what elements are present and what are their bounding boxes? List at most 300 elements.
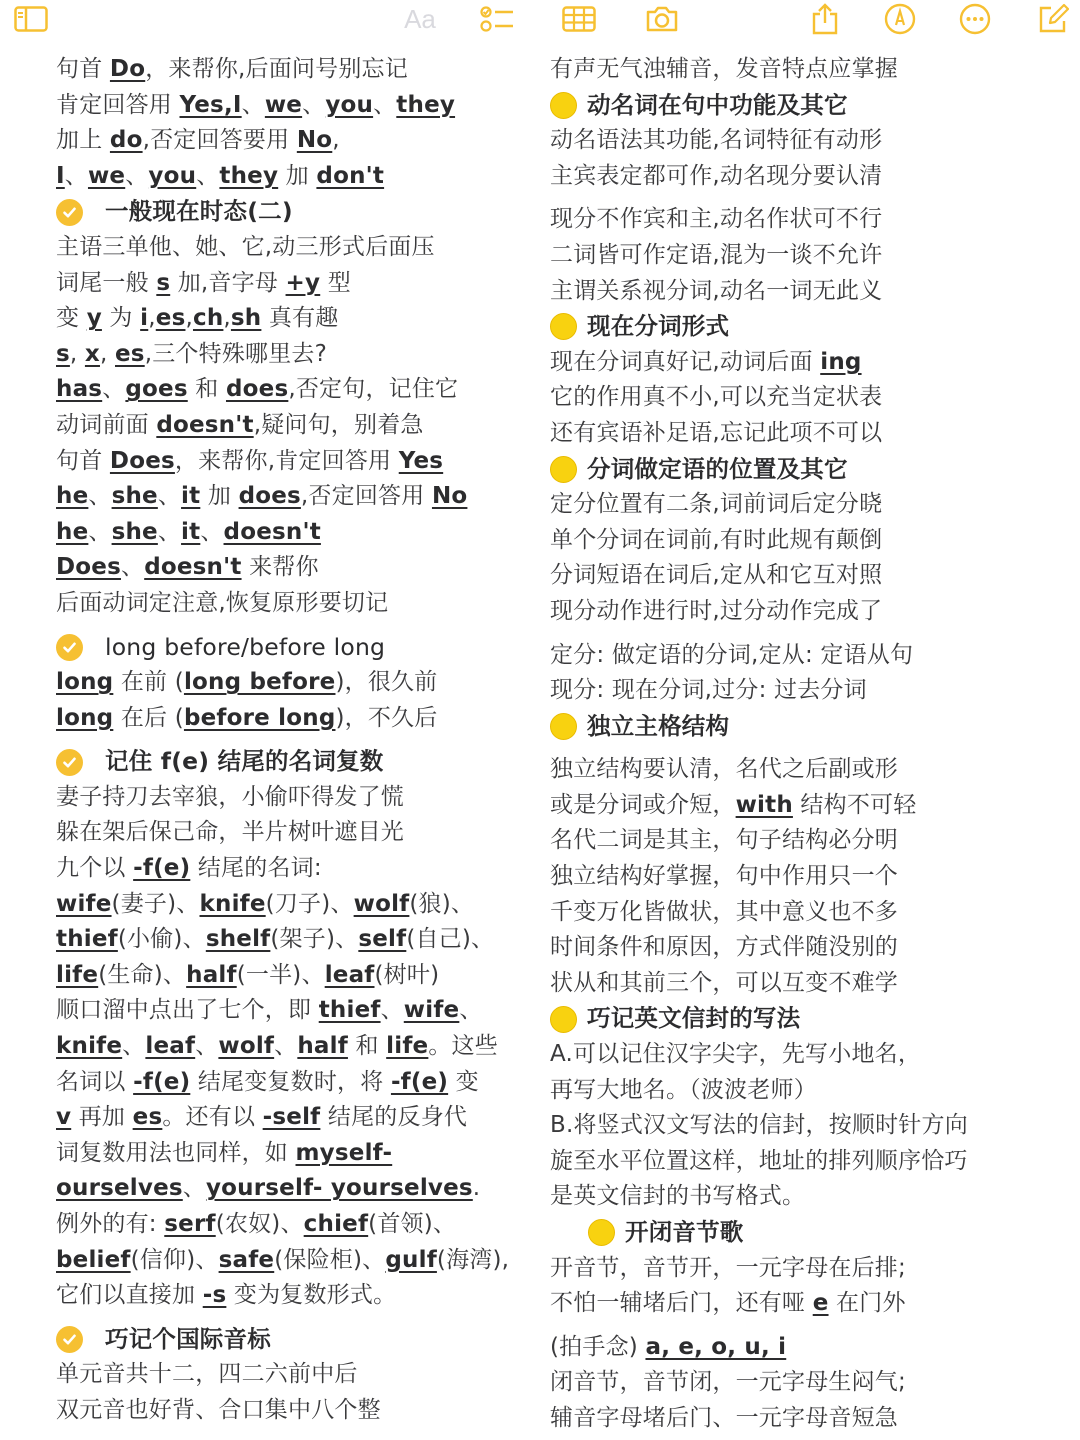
- note-text: 、: [380, 997, 404, 1024]
- note-text: (生命)、: [98, 961, 187, 988]
- underlined-keyword: goes: [125, 376, 188, 403]
- markup-pen-icon[interactable]: [883, 4, 917, 34]
- note-text: (树叶): [374, 961, 440, 988]
- note-line: [56, 665, 526, 701]
- note-text: 双元音也好背、合口集中八个整: [56, 1396, 381, 1423]
- note-text: 和: [187, 376, 226, 403]
- note-text: 、: [274, 1033, 298, 1060]
- note-line: [550, 752, 1070, 788]
- note-text: 名代二词是其主，句子结构必分明: [550, 827, 898, 854]
- underlined-keyword: -f(e): [133, 1068, 191, 1095]
- note-text: 再加: [71, 1104, 133, 1131]
- section-heading: [550, 309, 1070, 345]
- note-text: 现分: 现在分词,过分: 过去分词: [550, 677, 867, 704]
- note-line: [550, 1108, 1070, 1144]
- note-line: [56, 851, 526, 887]
- note-text: 还有宾语补足语,忘记此项不可以: [550, 419, 883, 446]
- note-text: 变: [448, 1068, 479, 1095]
- note-text: 变: [56, 305, 87, 332]
- note-line: [56, 550, 526, 586]
- note-text: 句首: [56, 56, 110, 82]
- note-line: [550, 1037, 1070, 1073]
- underlined-keyword: you: [325, 91, 374, 118]
- note-text: 来帮你: [241, 554, 319, 581]
- underlined-keyword: before long: [183, 704, 336, 731]
- note-line: [550, 895, 1070, 931]
- note-text: 在门外: [828, 1290, 906, 1317]
- note-text: 、: [459, 997, 483, 1024]
- note-text: 单元音共十二，四二六前中后: [56, 1361, 358, 1388]
- note-text: 旋至水平位置这样，地址的排列顺序恰巧: [550, 1147, 968, 1174]
- note-text: )，很久前: [335, 669, 438, 696]
- note-text: 后面动词定注意,恢复原形要切记: [56, 589, 389, 616]
- note-text: ,: [69, 340, 85, 367]
- underlined-keyword: she: [111, 518, 158, 545]
- note-text: 单个分词在词前,有时此规有颠倒: [550, 526, 883, 553]
- underlined-keyword: don't: [316, 162, 385, 189]
- underlined-keyword: es: [115, 340, 145, 367]
- note-line: [550, 673, 1070, 709]
- underlined-keyword: she: [111, 483, 158, 510]
- checkmark-icon: [56, 749, 83, 776]
- underlined-keyword: es: [132, 1104, 163, 1131]
- note-text: 、: [196, 162, 220, 189]
- underlined-keyword: x: [84, 340, 100, 367]
- underlined-keyword: ourselves: [56, 1175, 183, 1202]
- note-text: (自己)、: [406, 926, 495, 953]
- note-line: [56, 1029, 526, 1065]
- note-text: 、: [125, 162, 149, 189]
- note-text: ,: [99, 340, 115, 367]
- underlined-keyword: long: [56, 704, 114, 731]
- note-line: [550, 1179, 1070, 1215]
- note-text: ,疑问句，别着急: [253, 411, 424, 438]
- note-text: ,否定句，记住它: [288, 376, 459, 403]
- note-line: [56, 1171, 526, 1207]
- yellow-circle-icon: [550, 1006, 577, 1033]
- underlined-keyword: safe: [218, 1246, 275, 1273]
- checkmark-icon: [56, 1326, 83, 1353]
- underlined-keyword: s: [156, 269, 171, 296]
- note-text: ,否定回答要用: [142, 127, 297, 154]
- underlined-keyword: Does: [109, 447, 175, 474]
- yellow-circle-icon: [588, 1219, 615, 1246]
- note-text: 、: [182, 1175, 206, 1202]
- note-text: ,: [223, 305, 231, 332]
- note-line: [550, 487, 1070, 523]
- note-text: 、: [88, 518, 112, 545]
- note-text: 再写大地名。（波波老师）: [550, 1076, 817, 1103]
- note-text: B.将竖式汉文写法的信封，按顺时针方向: [550, 1112, 968, 1139]
- note-text: 结尾的反身代: [320, 1104, 468, 1131]
- underlined-keyword: life: [56, 961, 99, 988]
- checkmark-icon: [56, 634, 83, 661]
- note-text: 。还有以: [162, 1104, 263, 1131]
- section-heading-text: long before/before long: [105, 632, 386, 661]
- note-text: 现在分词真好记,动词后面: [550, 348, 821, 375]
- note-text: ,: [185, 305, 193, 332]
- underlined-keyword: a, e, o, u, i: [645, 1333, 787, 1360]
- note-text: 状从和其前三个，可以互变不难学: [550, 969, 898, 996]
- section-heading-text: 记住 f(e) 结尾的名词复数: [105, 747, 384, 776]
- underlined-keyword: you: [148, 162, 197, 189]
- yellow-circle-icon: [550, 713, 577, 740]
- underlined-keyword: wife: [403, 997, 460, 1024]
- note-text: (首领)、: [368, 1211, 457, 1237]
- note-line: [56, 958, 526, 994]
- note-line: [550, 416, 1070, 452]
- note-text: 它们以直接加: [56, 1282, 203, 1309]
- note-text: (信仰)、: [130, 1246, 219, 1273]
- underlined-keyword: gulf: [385, 1246, 437, 1273]
- section-heading: [56, 194, 526, 230]
- note-text: 定分: 做定语的分词,定从: 定语从句: [550, 641, 914, 668]
- note-text: ,: [148, 305, 156, 332]
- note-text: 、: [195, 1033, 219, 1060]
- note-text: 独立结构要认清，名代之后副或形: [550, 756, 898, 783]
- note-line: [550, 823, 1070, 859]
- underlined-keyword: he: [56, 518, 89, 545]
- section-heading: [550, 452, 1070, 488]
- section-heading-text: 现在分词形式: [587, 312, 730, 341]
- underlined-keyword: thief: [56, 926, 118, 953]
- note-line: [56, 266, 526, 302]
- underlined-keyword: doesn't: [144, 554, 242, 581]
- note-text: (一半)、: [236, 961, 325, 988]
- note-text: 词尾一般: [56, 269, 157, 296]
- underlined-keyword: knife: [56, 1033, 123, 1060]
- note-text: (刀子)、: [265, 890, 354, 917]
- note-line: [56, 1357, 526, 1393]
- section-heading: [56, 630, 526, 666]
- note-text: ，来帮你,肯定回答用: [174, 447, 399, 474]
- underlined-keyword: belief: [56, 1246, 131, 1273]
- note-text: 结尾的名词:: [190, 855, 322, 882]
- underlined-keyword: half: [297, 1033, 348, 1060]
- note-line: [550, 345, 1070, 381]
- note-line: [56, 922, 526, 958]
- note-line: [550, 1251, 1070, 1287]
- note-line: [56, 887, 526, 923]
- underlined-keyword: they: [396, 91, 456, 118]
- section-heading-text: 一般现在时态(二): [105, 197, 293, 226]
- note-line: [550, 1144, 1070, 1180]
- note-text: 、: [120, 554, 145, 581]
- note-line: [56, 993, 526, 1029]
- note-line: [550, 380, 1070, 416]
- underlined-keyword: Does: [56, 554, 121, 581]
- note-text: 例外的有:: [56, 1211, 165, 1237]
- underlined-keyword: serf: [164, 1211, 216, 1237]
- underlined-keyword: No: [296, 127, 333, 154]
- note-text: 现分不作宾和主,动名作状可不行: [550, 206, 883, 233]
- note-line: [550, 523, 1070, 559]
- note-text: 、: [88, 483, 112, 510]
- note-text: 结尾变复数时，将: [190, 1068, 391, 1095]
- note-text: 加: [200, 483, 239, 510]
- note-line: [550, 1365, 1070, 1401]
- underlined-keyword: e: [812, 1290, 829, 1317]
- note-line: [56, 123, 526, 159]
- note-line: [56, 515, 526, 551]
- note-line: [56, 301, 526, 337]
- note-line: [550, 238, 1070, 274]
- note-text: 为: [101, 305, 141, 332]
- note-text: 在前 (: [113, 669, 184, 696]
- note-text: 加,音字母: [170, 269, 286, 296]
- underlined-keyword: with: [735, 791, 793, 818]
- note-text: 是英文信封的书写格式。: [550, 1183, 806, 1210]
- note-text: 加上: [56, 127, 110, 154]
- underlined-keyword: he: [56, 483, 89, 510]
- underlined-keyword: shelf: [205, 926, 271, 953]
- more-icon[interactable]: [958, 4, 992, 34]
- underlined-keyword: does: [225, 376, 289, 403]
- underlined-keyword: doesn't: [156, 411, 254, 438]
- note-text: 躲在架后保己命，半片树叶遮目光: [56, 819, 404, 846]
- underlined-keyword: do: [109, 127, 143, 154]
- format-text-icon[interactable]: Aa: [404, 3, 436, 34]
- note-line: [56, 88, 526, 124]
- note-text: 动词前面: [56, 411, 157, 438]
- note-text: 、: [122, 1033, 146, 1060]
- note-line: [56, 815, 526, 851]
- note-text: (妻子)、: [111, 890, 200, 917]
- underlined-keyword: -s: [202, 1282, 227, 1309]
- underlined-keyword: it: [181, 518, 201, 545]
- note-text: 定分位置有二条,词前词后定分晓: [550, 491, 883, 518]
- underlined-keyword: -f(e): [390, 1068, 449, 1095]
- note-line: [56, 408, 526, 444]
- note-text: 、: [200, 518, 224, 545]
- note-text: (狼)、: [409, 890, 475, 917]
- note-text: 动名语法其功能,名词特征有动形: [550, 127, 883, 154]
- section-heading-text: 动名词在句中功能及其它: [587, 90, 848, 119]
- note-line: [550, 159, 1070, 195]
- section-heading-text: 独立主格结构: [587, 711, 730, 740]
- note-text: 千变万化皆做状，其中意义也不多: [550, 898, 898, 925]
- note-text: 句首: [56, 447, 110, 474]
- underlined-keyword: I: [56, 162, 65, 189]
- note-text: 现分动作进行时,过分动作完成了: [550, 597, 883, 624]
- note-text: 主语三单他、她、它,动三形式后面压: [56, 233, 435, 260]
- underlined-keyword: wife: [56, 890, 112, 917]
- note-text: 词复数用法也同样，如: [56, 1139, 296, 1166]
- note-line: [56, 1278, 526, 1314]
- note-line: [56, 1243, 526, 1279]
- note-text: 、: [157, 518, 182, 545]
- note-text: (小偷)、: [117, 926, 206, 953]
- underlined-keyword: Do: [109, 56, 146, 82]
- note-text: ,三个特殊哪里去?: [144, 340, 328, 367]
- note-text: 主谓关系视分词,动名一词无此义: [550, 277, 883, 304]
- share-icon[interactable]: [808, 4, 842, 34]
- note-text: 顺口溜中点出了七个，即: [56, 997, 319, 1024]
- section-heading-text: 开闭音节歌: [625, 1218, 744, 1246]
- section-heading-text: 分词做定语的位置及其它: [587, 454, 848, 483]
- yellow-circle-icon: [550, 313, 577, 340]
- note-text: 分词短语在词后,定从和它互对照: [550, 562, 883, 589]
- underlined-keyword: does: [238, 483, 301, 510]
- note-text: 。这些: [428, 1033, 498, 1060]
- underlined-keyword: v: [56, 1104, 72, 1131]
- underlined-keyword: leaf: [145, 1033, 196, 1060]
- underlined-keyword: long before: [183, 669, 336, 696]
- note-line: [550, 594, 1070, 630]
- note-text: 真有趣: [261, 305, 339, 332]
- yellow-circle-icon: [550, 456, 577, 483]
- note-text: (农奴)、: [215, 1211, 304, 1237]
- note-text: 有声无气浊辅音，发音特点应掌握: [550, 56, 898, 82]
- note-line: [550, 638, 1070, 674]
- note-line: [56, 701, 526, 737]
- note-line: [550, 1286, 1070, 1322]
- underlined-keyword: life: [386, 1033, 429, 1060]
- underlined-keyword: -f(e): [133, 855, 191, 882]
- underlined-keyword: has: [56, 376, 103, 403]
- underlined-keyword: chief: [303, 1211, 369, 1237]
- sidebar-icon[interactable]: [14, 4, 48, 34]
- note-line: [56, 1065, 526, 1101]
- note-line: [550, 558, 1070, 594]
- note-line: [550, 788, 1070, 824]
- note-text: (海湾),: [436, 1246, 510, 1273]
- section-heading: [550, 1001, 1070, 1037]
- section-heading: [550, 709, 1070, 745]
- note-text: 结构不可轻: [792, 791, 917, 818]
- note-text: 或是分词或介短，: [550, 791, 736, 818]
- underlined-keyword: thief: [318, 997, 381, 1024]
- note-line: [56, 52, 526, 88]
- underlined-keyword: we: [87, 162, 126, 189]
- note-line: [550, 859, 1070, 895]
- note-text: 、: [302, 91, 326, 118]
- note-text: 闭音节，音节闭，一元字母生闷气;: [550, 1369, 906, 1396]
- underlined-keyword: myself-: [295, 1139, 393, 1166]
- note-text: 、: [157, 483, 182, 510]
- underlined-keyword: ch: [192, 305, 224, 332]
- underlined-keyword: sh: [230, 305, 262, 332]
- note-text: 独立结构好掌握，句中作用只一个: [550, 863, 898, 890]
- section-heading: [56, 744, 526, 780]
- note-text: 主宾表定都可作,动名现分要认清: [550, 162, 883, 189]
- note-text: 、: [241, 91, 265, 118]
- note-text: 辅音字母堵后门、一元字母音短急: [550, 1404, 898, 1431]
- note-text: ,: [332, 127, 340, 154]
- note-text: 、: [373, 91, 397, 118]
- camera-icon[interactable]: [645, 4, 679, 34]
- note-line: [56, 337, 526, 373]
- underlined-keyword: ing: [820, 348, 862, 375]
- note-line: [550, 930, 1070, 966]
- underlined-keyword: long: [56, 669, 114, 696]
- note-text: 在后 (: [113, 704, 184, 731]
- section-heading-text: 巧记个国际音标: [105, 1324, 271, 1353]
- note-line: [550, 202, 1070, 238]
- note-column-left: [56, 52, 526, 1429]
- note-line: [56, 159, 526, 195]
- note-text: )，不久后: [335, 704, 438, 731]
- note-line: [56, 230, 526, 266]
- note-text: A.可以记住汉字尖字，先写小地名，: [550, 1041, 922, 1068]
- note-text: ，来帮你,后面问号别忘记: [145, 56, 408, 82]
- note-line: [56, 1207, 526, 1243]
- note-text: ,否定回答用: [300, 483, 432, 510]
- section-heading: [56, 1322, 526, 1358]
- note-line: [550, 52, 1070, 88]
- note-line: [550, 1073, 1070, 1109]
- underlined-keyword: wolf: [353, 890, 410, 917]
- underlined-keyword: half: [186, 961, 237, 988]
- note-line: [56, 1136, 526, 1172]
- note-text: 名词以: [56, 1068, 134, 1095]
- note-line: [550, 966, 1070, 1002]
- underlined-keyword: they: [219, 162, 279, 189]
- underlined-keyword: we: [264, 91, 303, 118]
- note-text: (保险柜)、: [274, 1246, 386, 1273]
- checkmark-icon: [56, 199, 83, 226]
- note-text: .: [472, 1175, 481, 1202]
- underlined-keyword: leaf: [324, 961, 375, 988]
- note-text: (拍手念): [550, 1333, 646, 1360]
- underlined-keyword: Yes: [398, 447, 444, 474]
- underlined-keyword: i: [140, 305, 149, 332]
- note-text: 二词皆可作定语,混为一谈不允许: [550, 241, 883, 268]
- note-text: 、: [102, 376, 126, 403]
- underlined-keyword: Yes,I: [179, 91, 242, 118]
- note-line: [550, 1401, 1070, 1437]
- note-line: [56, 444, 526, 480]
- note-text: 九个以: [56, 855, 134, 882]
- underlined-keyword: -self: [262, 1104, 321, 1131]
- table-icon[interactable]: [562, 4, 596, 34]
- note-text: 和: [347, 1033, 387, 1060]
- underlined-keyword: +y: [285, 269, 321, 296]
- note-text: 它的作用真不小,可以充当定状表: [550, 384, 883, 411]
- note-text: 妻子持刀去宰狼，小偷吓得发了慌: [56, 783, 404, 810]
- note-column-right: [550, 52, 1070, 1437]
- underlined-keyword: s: [56, 340, 70, 367]
- section-heading: [550, 1215, 1070, 1251]
- underlined-keyword: es: [155, 305, 186, 332]
- note-line: [550, 1330, 1070, 1366]
- checklist-icon[interactable]: [480, 4, 514, 34]
- note-line: [56, 1393, 526, 1429]
- note-text: 不怕一辅堵后门，还有哑: [550, 1290, 813, 1317]
- underlined-keyword: yourself- yourselves: [205, 1175, 473, 1202]
- note-line: [56, 780, 526, 816]
- note-text: 肯定回答用: [56, 91, 180, 118]
- underlined-keyword: y: [86, 305, 102, 332]
- note-line: [56, 479, 526, 515]
- underlined-keyword: doesn't: [223, 518, 321, 545]
- section-heading-text: 巧记英文信封的写法: [587, 1004, 801, 1033]
- notes-toolbar: [0, 0, 1080, 40]
- underlined-keyword: self: [358, 926, 407, 953]
- note-line: [550, 123, 1070, 159]
- note-text: 开音节，音节开，一元字母在后排;: [550, 1254, 906, 1281]
- note-text: 型: [320, 269, 351, 296]
- compose-icon[interactable]: [1036, 4, 1070, 34]
- underlined-keyword: it: [181, 483, 201, 510]
- note-text: 、: [64, 162, 88, 189]
- note-line: [56, 1100, 526, 1136]
- note-line: [56, 372, 526, 408]
- underlined-keyword: No: [431, 483, 468, 510]
- note-line: [550, 274, 1070, 310]
- note-text: (架子)、: [270, 926, 359, 953]
- note-text: 变为复数形式。: [226, 1282, 397, 1309]
